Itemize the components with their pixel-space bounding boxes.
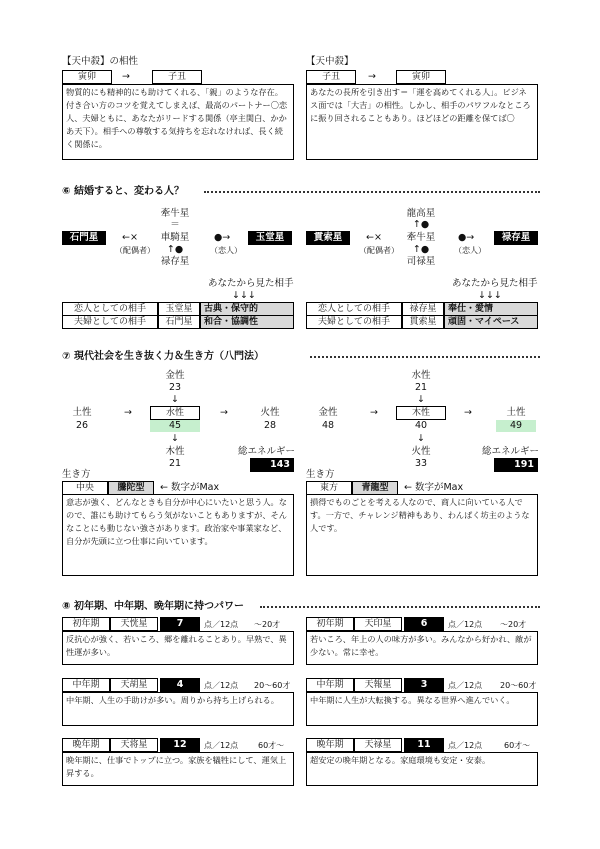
s6l-left-star: 石門星: [62, 231, 106, 245]
s8-r1r-score: 3: [404, 678, 444, 692]
s6l-row1-star: 玉堂星: [158, 302, 200, 316]
s6l-row1-label: 恋人としての相手: [62, 302, 158, 316]
s8-r1l-star: 天胡星: [110, 678, 158, 692]
s6r-right-arrow: ●→: [458, 232, 475, 243]
s8-r1r-star: 天報星: [354, 678, 402, 692]
s7l-total: 143: [250, 458, 294, 472]
s7r-center-label: 木性: [396, 406, 446, 420]
s6r-left-star: 貫索星: [306, 231, 350, 245]
s6r-row1-star: 禄存星: [402, 302, 444, 316]
s8-r2r-score: 11: [404, 738, 444, 752]
section7-title: ⑦ 現代社会を生き抜く力＆生き方（八門法）: [62, 351, 264, 362]
s6r-right-star: 禄存星: [494, 231, 538, 245]
s8-r1l-body: 中年期、人生の手助けが多い。周りから持ち上げられる。: [62, 692, 294, 726]
s8-r0r-score: 6: [404, 617, 444, 631]
s7l-down2-arrow: ↓: [171, 433, 179, 444]
s7r-bottom-label: 火性: [411, 446, 431, 457]
s7l-west-val: 26: [75, 420, 89, 431]
s8-r1l-score: 4: [160, 678, 200, 692]
s7r-direction: 東方: [306, 481, 352, 495]
s7l-east-label: 火性: [260, 407, 280, 418]
s8-r0r-star: 天印星: [354, 617, 402, 631]
section6-divider: [204, 191, 540, 193]
s8-r1l-age: 20～60才: [254, 681, 291, 690]
s6l-top-star: 牽牛星: [160, 208, 190, 219]
compat-body-left: 物質的にも精神的にも助けてくれる、「親」のような存在。付き合い方のコツを覚えてしまえば、最高のパートナー〇恋人、夫婦ともに、あなたがリードする関係（亭主関白、かかあ天下）。相手への尊敬する気持ちを忘れなければ、長く続く関係に。: [62, 84, 294, 160]
compat-arrow-right: →: [368, 71, 376, 82]
s7r-body: 損得でものごとを考える人なので、商人に向いている人です。一方で、チャレンジ精神もあり、わんぱく坊主のような人です。: [306, 494, 538, 576]
s8-r2l-score: 12: [160, 738, 200, 752]
s6l-row1-desc: 古典・保守的: [200, 302, 294, 316]
compat-to-right: 寅卯: [396, 70, 446, 84]
s6r-center-star: 牽牛星: [406, 232, 436, 243]
s6r-row1-label: 恋人としての相手: [306, 302, 402, 316]
s7r-max-note: ← 数字がMax: [404, 482, 464, 493]
s7r-total-label: 総エネルギー: [482, 446, 540, 457]
s7l-arrow1: →: [124, 407, 132, 418]
compat-body-right: あなたの長所を引き出す＝「運を高めてくれる人」。ビジネス面では「大吉」の相性。しかし、相手のパワフルなところに振り回されることもあり。ほどほどの距離を保てば〇: [306, 84, 538, 160]
s6r-right-note: （恋人）: [454, 246, 486, 255]
s8-r1l-unit: 点／12点: [204, 681, 239, 690]
s7r-total: 191: [494, 458, 538, 472]
s7l-arrow2: →: [220, 407, 228, 418]
s7r-type: 青龍型: [352, 481, 398, 495]
s8-r1r-body: 中年期に人生が大転換する。異なる世界へ進んでいく。: [306, 692, 538, 726]
s7r-life-label: 生き方: [306, 469, 335, 480]
s7l-center-val: 45: [150, 420, 200, 432]
s6l-left-note: （配偶者）: [115, 246, 155, 255]
s6r-left-note: （配偶者）: [359, 246, 399, 255]
s7l-total-label: 総エネルギー: [238, 446, 296, 457]
s6l-row2-label: 夫婦としての相手: [62, 315, 158, 329]
s6l-right-arrow: ●→: [214, 232, 231, 243]
s8-r2r-body: 超安定の晩年期となる。家庭環境も安定・安泰。: [306, 752, 538, 786]
s6l-center-star: 車騎星: [160, 232, 190, 243]
s6l-left-arrow: ←×: [122, 232, 138, 243]
s6l-row2-desc: 和合・協調性: [200, 315, 294, 329]
s6r-top-star: 龍高星: [406, 208, 436, 219]
s7l-east-val: 28: [263, 420, 277, 431]
s7l-top-val: 23: [168, 382, 182, 393]
s8-r2r-unit: 点／12点: [448, 741, 483, 750]
s7l-life-label: 生き方: [62, 469, 91, 480]
s7l-max-note: ← 数字がMax: [160, 482, 220, 493]
s6l-right-note: （恋人）: [210, 246, 242, 255]
s7r-center-val: 40: [414, 420, 428, 431]
s7l-bottom-label: 木性: [165, 446, 185, 457]
s6l-row2-star: 石門星: [158, 315, 200, 329]
s7r-west-val: 48: [321, 420, 335, 431]
s8-r0r-unit: 点／12点: [448, 620, 483, 629]
s7r-east-label: 土性: [506, 407, 526, 418]
s8-r0l-star: 天恍星: [110, 617, 158, 631]
s6l-right-star: 玉堂星: [248, 231, 292, 245]
s8-r0l-period: 初年期: [62, 617, 110, 631]
s7l-body: 意志が強く、どんなときも自分が中心にいたいと思う人。なので、誰にも助けてもらう気がないこともありますが、そんなことにも動じない強さがあります。政治家や事業家など、自分が先頭に立つ仕事に向いています。: [62, 494, 294, 576]
s6l-up-dot: ↑●: [166, 244, 184, 255]
s8-r2l-body: 晩年期に、仕事でトップに立つ。家族を犠牲にして、運気上昇する。: [62, 752, 294, 786]
compat-title-right: 【天中殺】: [306, 56, 354, 67]
s8-r2r-age: 60才～: [504, 741, 531, 750]
s8-r2l-star: 天将星: [110, 738, 158, 752]
s8-r2r-period: 晩年期: [306, 738, 354, 752]
s6r-up-dot-top: ↑●: [412, 219, 430, 230]
compat-to-left: 子丑: [152, 70, 202, 84]
compat-from-left: 寅卯: [62, 70, 112, 84]
s8-r1l-period: 中年期: [62, 678, 110, 692]
s6r-left-arrow: ←×: [366, 232, 382, 243]
s6r-up-dot: ↑●: [412, 244, 430, 255]
s7r-top-label: 水性: [411, 370, 431, 381]
compat-title-left: 【天中殺】の相性: [62, 56, 139, 67]
s7l-down-arrow: ↓: [171, 394, 179, 405]
s6r-row1-desc: 奉仕・愛情: [444, 302, 538, 316]
s6r-down-arrows: ↓↓↓: [478, 290, 502, 301]
s7l-bottom-val: 21: [168, 458, 182, 469]
s7l-west-label: 土性: [72, 407, 92, 418]
s7r-west-label: 金性: [318, 407, 338, 418]
s8-r0l-unit: 点／12点: [204, 620, 239, 629]
s8-r1r-period: 中年期: [306, 678, 354, 692]
s8-r2l-period: 晩年期: [62, 738, 110, 752]
s7l-top-label: 金性: [165, 370, 185, 381]
compat-from-right: 子丑: [306, 70, 356, 84]
s6r-bottom-star: 司禄星: [406, 256, 436, 267]
s8-r0l-age: ～20才: [254, 620, 281, 629]
section8-divider: [260, 606, 540, 608]
s7r-arrow2: →: [464, 407, 472, 418]
s6r-row2-star: 貫索星: [402, 315, 444, 329]
s8-r2r-star: 天禄星: [354, 738, 402, 752]
s8-r1r-unit: 点／12点: [448, 681, 483, 690]
s8-r0l-body: 反抗心が強く、若いころ、郷を離れることあり。早熟で、異性運が多い。: [62, 631, 294, 665]
s6l-down-arrows: ↓↓↓: [232, 290, 256, 301]
s7r-east-val: 49: [496, 420, 536, 432]
compat-arrow-left: →: [122, 71, 130, 82]
s8-r0l-score: 7: [160, 617, 200, 631]
s6l-bottom-star: 禄存星: [160, 256, 190, 267]
s7l-type: 騰陀型: [108, 481, 154, 495]
s7l-center-label: 水性: [150, 406, 200, 420]
section8-title: ⑧ 初年期、中年期、晩年期に持つパワー: [62, 601, 244, 612]
s8-r0r-age: ～20才: [500, 620, 527, 629]
s7r-down2-arrow: ↓: [417, 433, 425, 444]
s7l-direction: 中央: [62, 481, 108, 495]
s7r-bottom-val: 33: [414, 458, 428, 469]
s6r-row2-desc: 頑固・マイペース: [444, 315, 538, 329]
s8-r2l-age: 60才～: [258, 741, 285, 750]
section7-divider: [310, 356, 540, 358]
section6-title: ⑥ 結婚すると、変わる人？: [62, 186, 184, 197]
s6r-row2-label: 夫婦としての相手: [306, 315, 402, 329]
s6l-eq: ＝: [170, 219, 180, 230]
s7r-arrow1: →: [370, 407, 378, 418]
s8-r2l-unit: 点／12点: [204, 741, 239, 750]
s6r-view-label: あなたから見た相手: [452, 278, 538, 289]
s7r-down-arrow: ↓: [417, 394, 425, 405]
s8-r1r-age: 20～60才: [500, 681, 537, 690]
s7r-top-val: 21: [414, 382, 428, 393]
s8-r0r-body: 若いころ、年上の人の味方が多い。みんなから好かれ、敵が少ない。常に幸せ。: [306, 631, 538, 665]
s8-r0r-period: 初年期: [306, 617, 354, 631]
s6l-view-label: あなたから見た相手: [208, 278, 294, 289]
